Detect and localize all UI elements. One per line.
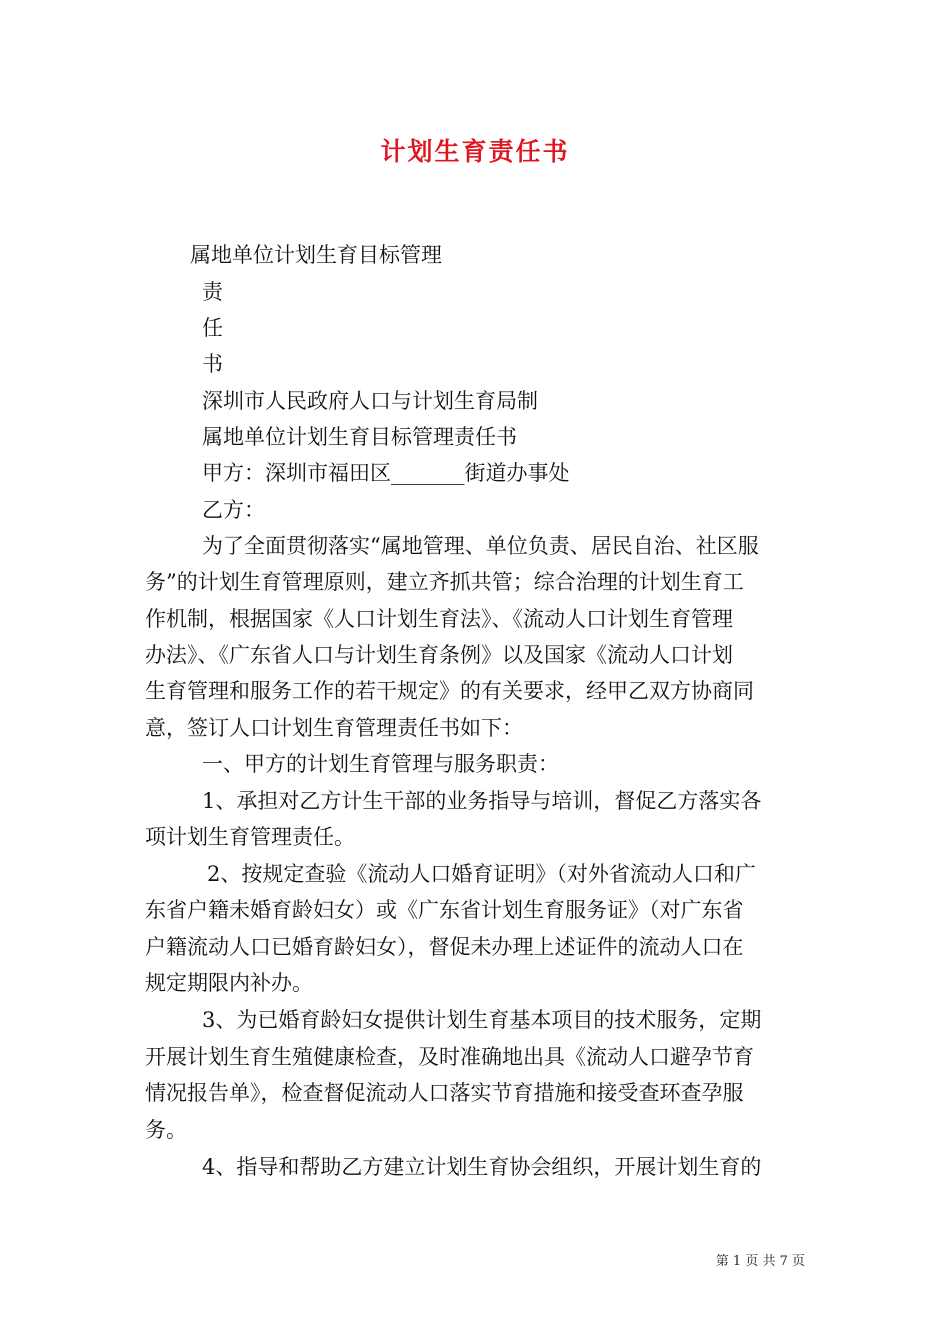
- paragraph-line: 规定期限内补办。: [145, 971, 313, 995]
- text-line: 甲方：深圳市福田区_______街道办事处: [202, 461, 570, 485]
- paragraph-line: 务”的计划生育管理原则，建立齐抓共管；综合治理的计划生育工: [145, 570, 744, 594]
- text-line: 属地单位计划生育目标管理责任书: [202, 425, 517, 449]
- paragraph-line: 开展计划生育生殖健康检查，及时准确地出具《流动人口避孕节育: [145, 1045, 754, 1069]
- text-line: 深圳市人民政府人口与计划生育局制: [202, 389, 538, 413]
- page-number: 第 1 页 共 7 页: [715, 1254, 805, 1269]
- paragraph-line: 办法》、《广东省人口与计划生育条例》以及国家《流动人口计划: [145, 643, 733, 667]
- paragraph-line: 项计划生育管理责任。: [145, 825, 355, 849]
- paragraph-line: 情况报告单》，检查督促流动人口落实节育措施和接受查环查孕服: [145, 1081, 744, 1105]
- paragraph-line: 1、承担对乙方计生干部的业务指导与培训，督促乙方落实各: [202, 789, 762, 813]
- paragraph-line: 4、指导和帮助乙方建立计划生育协会组织，开展计划生育的: [202, 1155, 762, 1179]
- document-title: 计划生育责任书: [380, 137, 570, 166]
- paragraph-line: 东省户籍未婚育龄妇女）或《广东省计划生育服务证》（对广东省: [145, 898, 744, 922]
- section-heading: 一、甲方的计划生育管理与服务职责：: [202, 752, 559, 776]
- paragraph-line: 生育管理和服务工作的若干规定》的有关要求，经甲乙双方协商同: [145, 679, 754, 703]
- paragraph-line: 意，签订人口计划生育管理责任书如下：: [145, 716, 523, 740]
- text-line: 责: [202, 280, 223, 304]
- paragraph-line: 户籍流动人口已婚育龄妇女），督促未办理上述证件的流动人口在: [145, 935, 744, 959]
- paragraph-line: 3、为已婚育龄妇女提供计划生育基本项目的技术服务，定期: [202, 1008, 762, 1032]
- text-line: 属地单位计划生育目标管理: [190, 243, 442, 267]
- text-line: 任: [202, 316, 223, 340]
- text-line: 书: [202, 352, 223, 376]
- text-line: 乙方：: [202, 498, 265, 522]
- paragraph-line: 2、按规定查验《流动人口婚育证明》（对外省流动人口和广: [207, 862, 756, 886]
- paragraph-line: 作机制，根据国家《人口计划生育法》、《流动人口计划生育管理: [145, 607, 733, 631]
- paragraph-line: 务。: [145, 1118, 187, 1142]
- paragraph-line: 为了全面贯彻落实“属地管理、单位负责、居民自治、社区服: [202, 534, 759, 558]
